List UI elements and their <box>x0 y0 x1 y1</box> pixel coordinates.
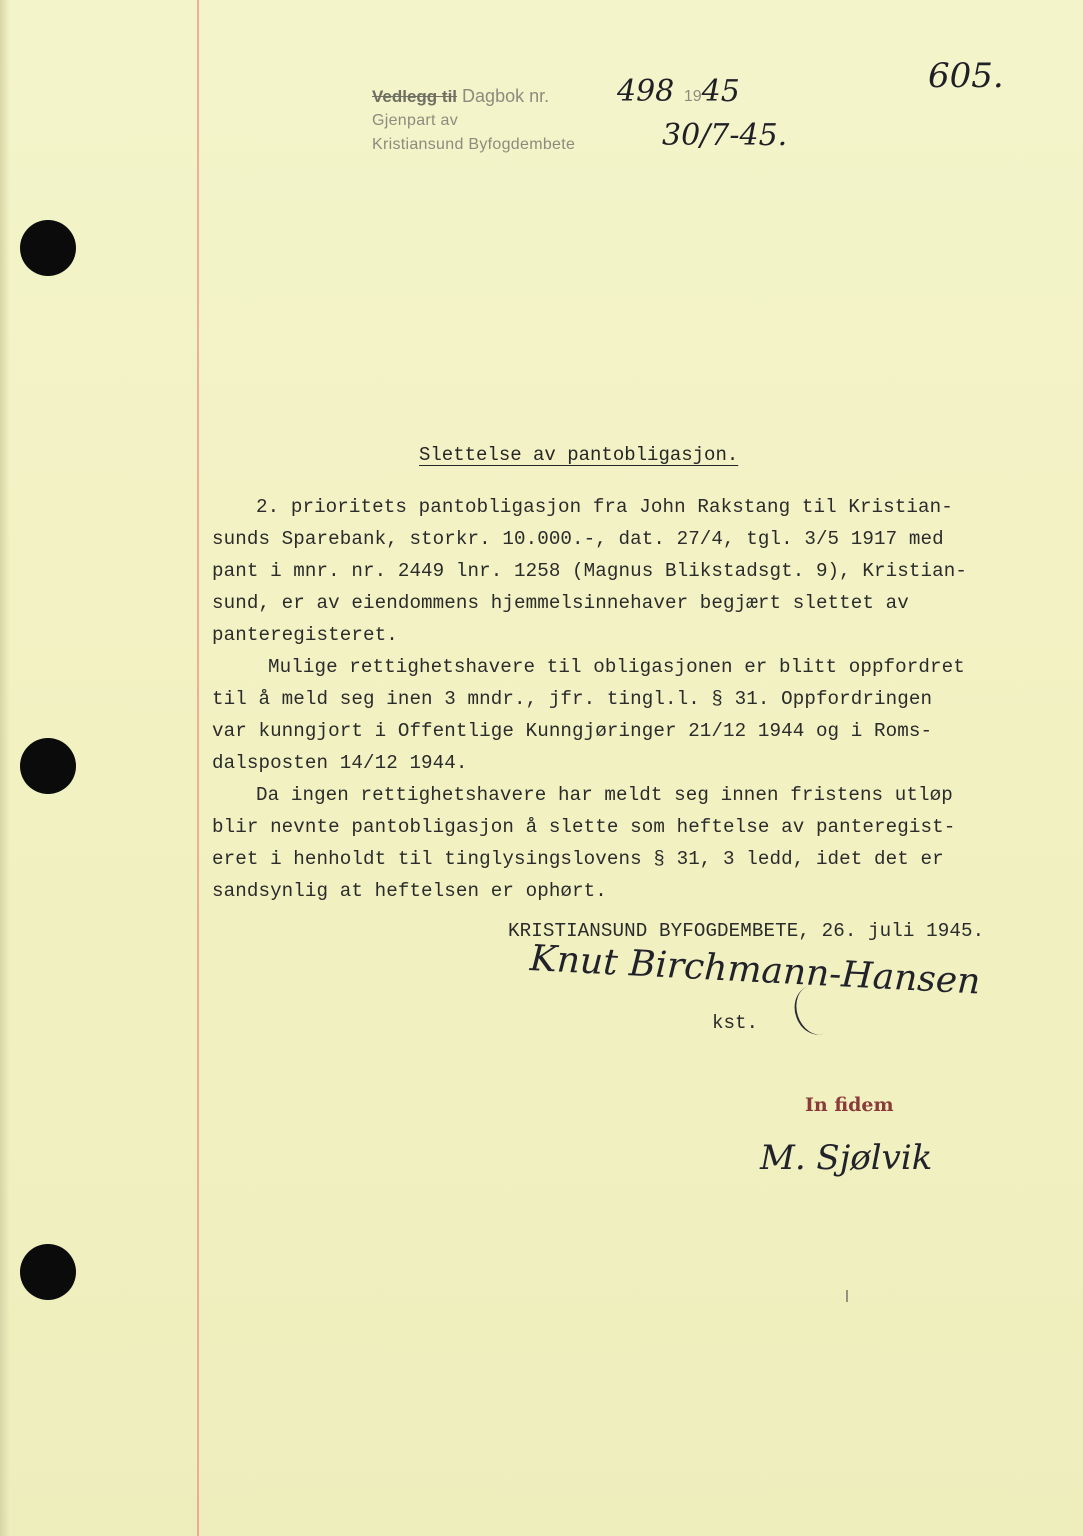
dagbok-year-suffix: 45 <box>701 74 740 109</box>
body-line: sandsynlig at heftelsen er ophørt. <box>212 880 607 902</box>
body-line: pant i mnr. nr. 2449 lnr. 1258 (Magnus Blikstadsgt. 9), Kristian- <box>212 560 967 582</box>
stamp-office-label: Kristiansund Byfogdembete <box>372 136 576 153</box>
body-line: eret i henholdt til tinglysingslovens § 31, 3 ledd, idet det er <box>212 848 944 870</box>
page-left-edge <box>0 0 10 1536</box>
page-number: 605. <box>928 56 1004 96</box>
place-date: KRISTIANSUND BYFOGDEMBETE, 26. juli 1945. <box>508 920 985 942</box>
judge-signature: Knut Birchmann-Hansen <box>528 938 982 1003</box>
body-line: til å meld seg inen 3 mndr., jfr. tingl.l. § 31. Oppfordringen <box>212 688 933 710</box>
stamp-gjenpart-label: Gjenpart av <box>372 112 459 129</box>
body-line: sunds Sparebank, storkr. 10.000.-, dat. 27/4, tgl. 3/5 1917 med <box>212 528 944 550</box>
red-margin-line <box>197 0 199 1536</box>
body-line: Da ingen rettighetshavere har meldt seg innen fristens utløp <box>256 784 953 806</box>
document-title: Slettelse av pantobligasjon. <box>419 444 739 466</box>
body-line: blir nevnte pantobligasjon å slette som heftelse av panteregist- <box>212 816 956 838</box>
stamp-date-handwritten: 30/7-45. <box>662 118 788 153</box>
body-line: var kunngjort i Offentlige Kunngjøringer 21/12 1944 og i Roms- <box>212 720 933 742</box>
stamp-dagbok-label: Dagbok nr. <box>462 86 550 106</box>
signer-title: kst. <box>712 1012 759 1034</box>
registry-stamp <box>372 84 575 157</box>
in-fidem-stamp: In fidem <box>805 1094 894 1116</box>
stamp-struck-word: Vedlegg til <box>372 87 458 106</box>
body-line: dalsposten 14/12 1944. <box>212 752 468 774</box>
body-line: sund, er av eiendommens hjemmelsinnehaver begjært slettet av <box>212 592 909 614</box>
punch-hole-bottom <box>20 1244 76 1300</box>
pencil-mark <box>846 1290 848 1302</box>
stamp-row-1 <box>372 84 575 109</box>
dagbok-year-prefix: 19 <box>683 88 702 105</box>
certifier-signature: M. Sjølvik <box>760 1138 933 1178</box>
punch-hole-middle <box>20 738 76 794</box>
punch-hole-top <box>20 220 76 276</box>
dagbok-number-handwritten <box>617 74 740 109</box>
dagbok-number: 498 <box>617 74 675 109</box>
body-line: Mulige rettighetshavere til obligasjonen er blitt oppfordret <box>268 656 965 678</box>
body-line: 2. prioritets pantobligasjon fra John Rakstang til Kristian- <box>256 496 953 518</box>
body-line: panteregisteret. <box>212 624 398 646</box>
